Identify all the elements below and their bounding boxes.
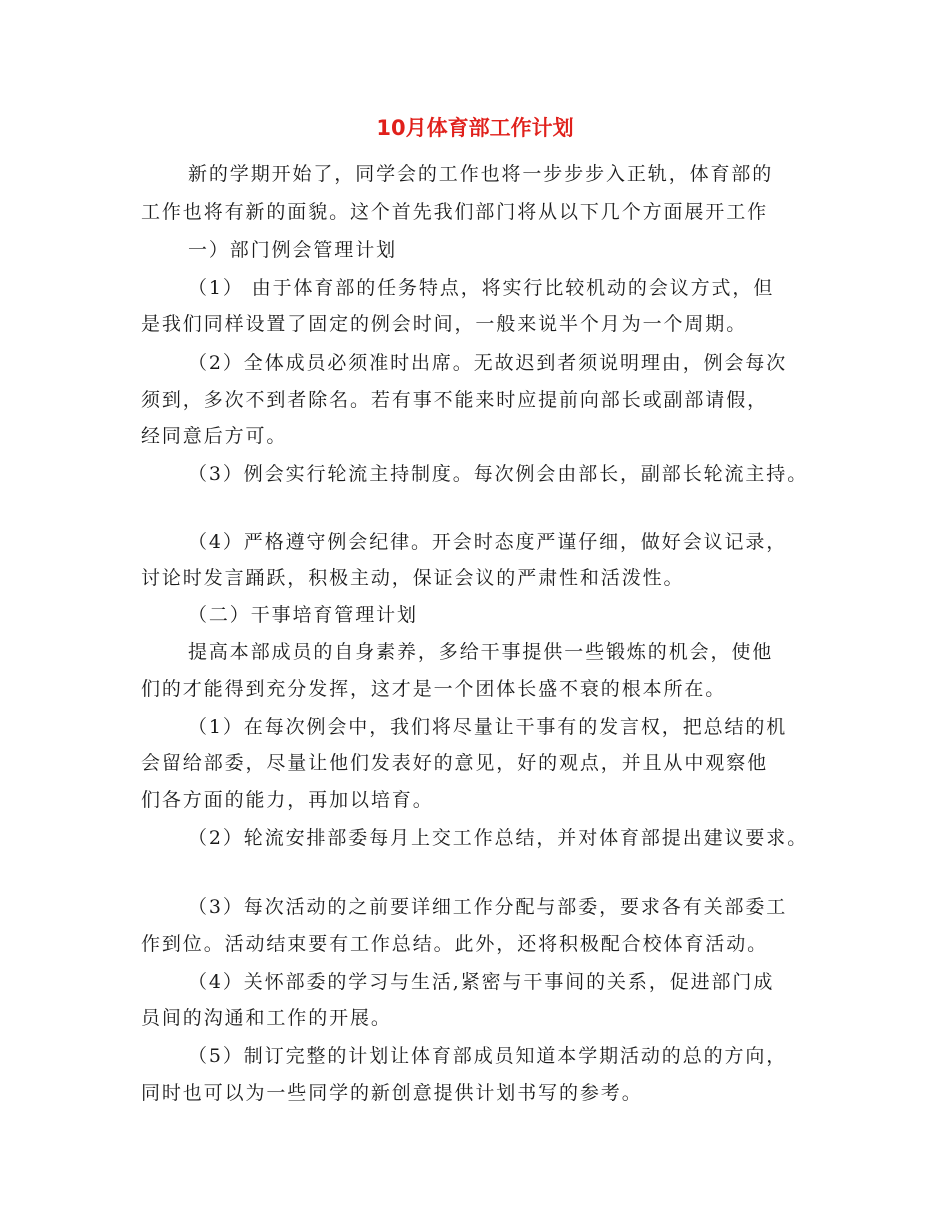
paragraph-line: （2）轮流安排部委每月上交工作总结，并对体育部提出建议要求。 xyxy=(188,827,809,849)
paragraph-line: （5）制订完整的计划让体育部成员知道本学期活动的总的方向， xyxy=(188,1045,788,1067)
paragraph-line: 们各方面的能力，再加以培育。 xyxy=(141,789,434,811)
paragraph-line: 同时也可以为一些同学的新创意提供计划书写的参考。 xyxy=(141,1082,643,1104)
paragraph-line: 作到位。活动结束要有工作总结。此外，还将积极配合校体育活动。 xyxy=(141,933,769,955)
paragraph-line: 讨论时发言踊跃，积极主动，保证会议的严肃性和活泼性。 xyxy=(141,567,685,589)
section-heading: 一）部门例会管理计划 xyxy=(188,239,398,261)
section-heading: （二）干事培育管理计划 xyxy=(188,604,418,626)
paragraph-line: （1）在每次例会中，我们将尽量让干事有的发言权，把总结的机 xyxy=(188,716,788,738)
paragraph-line: （2）全体成员必须准时出席。无故迟到者须说明理由，例会每次 xyxy=(188,352,788,374)
paragraph-line: 是我们同样设置了固定的例会时间，一般来说半个月为一个周期。 xyxy=(141,313,748,335)
paragraph-line: 提高本部成员的自身素养，多给干事提供一些锻炼的机会，使他 xyxy=(188,641,774,663)
paragraph-line: （3）例会实行轮流主持制度。每次例会由部长，副部长轮流主持。 xyxy=(188,463,809,485)
paragraph-line: 会留给部委，尽量让他们发表好的意见，好的观点，并且从中观察他 xyxy=(141,752,769,774)
paragraph-line: （3）每次活动的之前要详细工作分配与部委，要求各有关部委工 xyxy=(188,896,788,918)
paragraph-line: （4）关怀部委的学习与生活,紧密与干事间的关系，促进部门成 xyxy=(188,971,775,993)
paragraph-line: 们的才能得到充分发挥，这才是一个团体长盛不衰的根本所在。 xyxy=(141,678,727,700)
paragraph-line: 工作也将有新的面貌。这个首先我们部门将从以下几个方面展开工作 xyxy=(141,201,769,223)
document-title: 10月体育部工作计划 xyxy=(376,116,574,140)
paragraph-line: 员间的沟通和工作的开展。 xyxy=(141,1007,392,1029)
paragraph-line: 新的学期开始了，同学会的工作也将一步步步入正轨，体育部的 xyxy=(188,163,774,185)
paragraph-line: （4）严格遵守例会纪律。开会时态度严谨仔细，做好会议记录， xyxy=(188,531,788,553)
paragraph-line: 经同意后方可。 xyxy=(141,425,288,447)
paragraph-line: （1） 由于体育部的任务特点，将实行比较机动的会议方式，但 xyxy=(188,277,775,299)
paragraph-line: 须到，多次不到者除名。若有事不能来时应提前向部长或副部请假， xyxy=(141,389,769,411)
